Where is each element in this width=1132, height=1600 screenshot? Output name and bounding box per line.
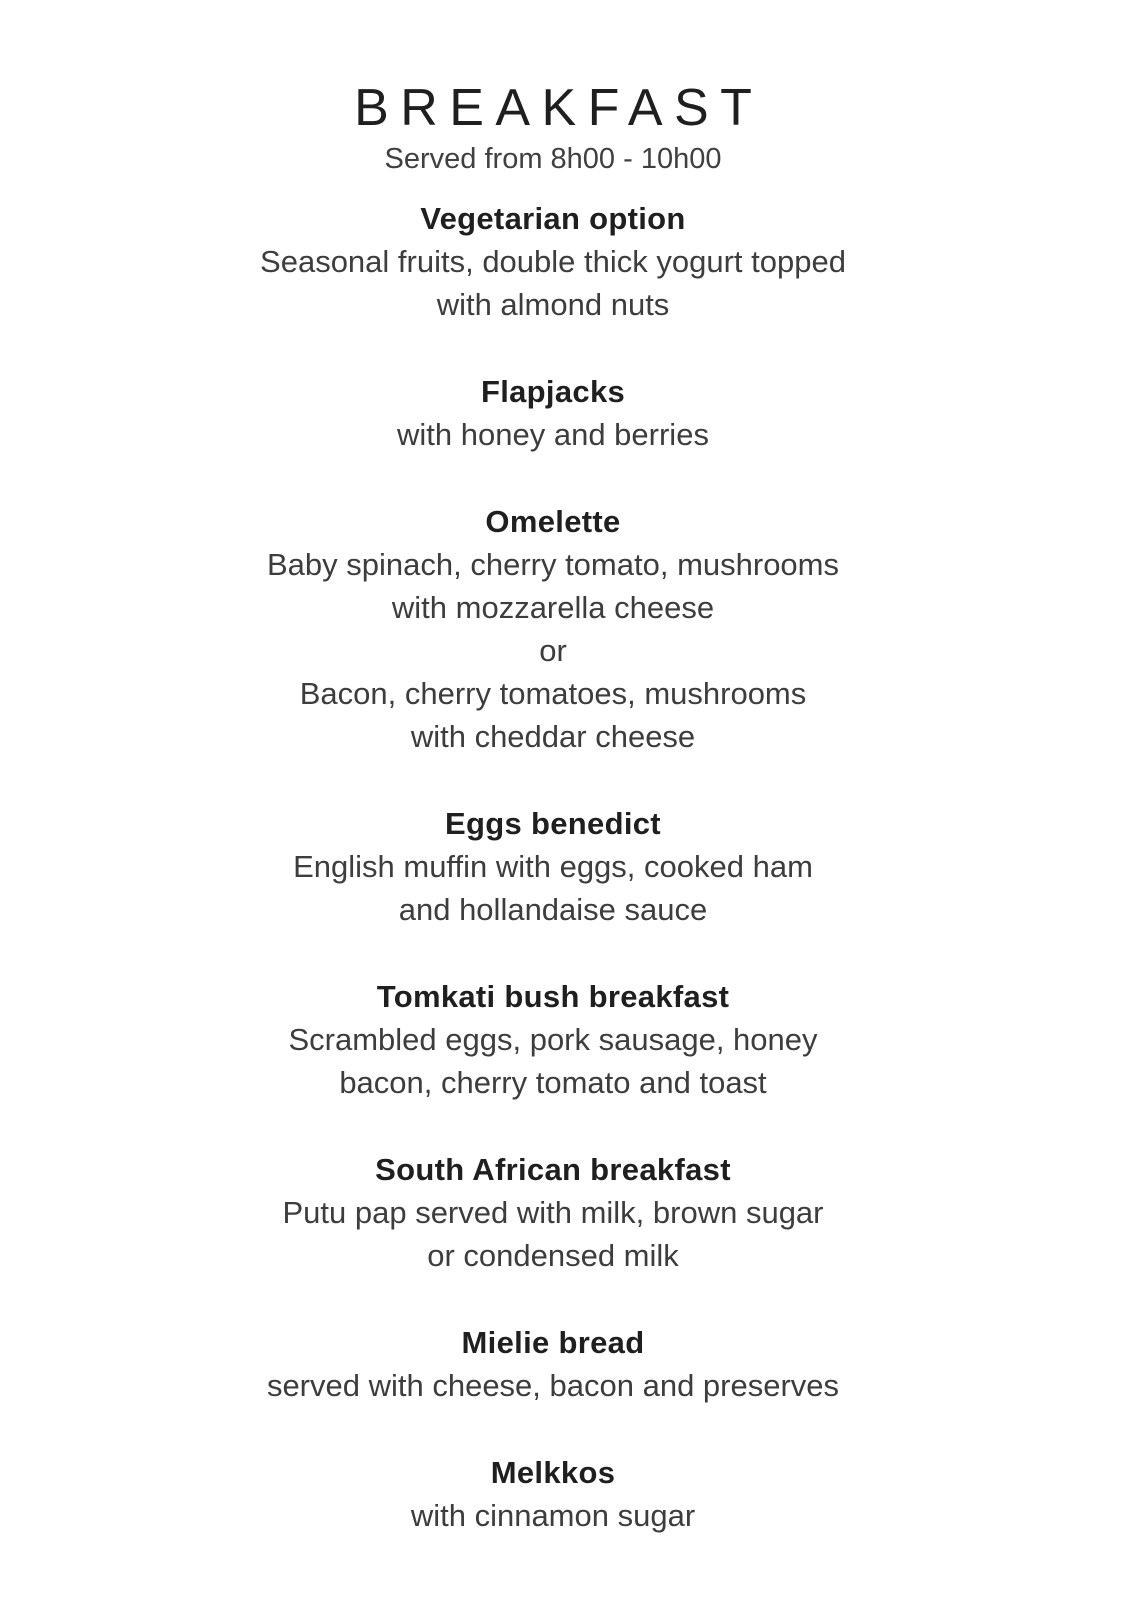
menu-item-south-african-breakfast [0,1148,1119,1277]
menu-item-description-line: with mozzarella cheese [391,590,715,625]
menu-item-name: South African breakfast [375,1152,731,1187]
menu-item-description-line: with cheddar cheese [410,719,696,754]
menu-item-name: Flapjacks [480,374,626,409]
menu-item-description-line: with honey and berries [397,417,709,452]
menu-item-description-line: with almond nuts [436,287,670,322]
menu-item-eggs-benedict [0,802,1119,931]
menu-item-description-line: English muffin with eggs, cooked ham [293,849,813,884]
menu-item-description-line: served with cheese, bacon and preserves [266,1368,840,1403]
menu-item-tomkati-bush-breakfast [0,975,1119,1104]
serving-hours-subtitle: Served from 8h00 - 10h00 [384,143,722,175]
menu-item-flapjacks [0,370,1119,456]
menu-item-description-line: with cinnamon sugar [410,1498,696,1533]
menu-item-description-line: Seasonal fruits, double thick yogurt topped [260,244,846,279]
menu-item-description-line: Scrambled eggs, pork sausage, honey [288,1022,818,1057]
menu-item-name: Vegetarian option [420,201,686,236]
menu-item-name: Mielie bread [461,1325,645,1360]
menu-item-vegetarian-option [0,197,1119,326]
menu-item-description-line: bacon, cherry tomato and toast [339,1065,767,1100]
menu-item-description-line: Putu pap served with milk, brown sugar [282,1195,824,1230]
menu-item-melkkos [0,1451,1119,1537]
menu-item-name: Eggs benedict [445,806,661,841]
menu-item-or-separator: or [539,633,567,668]
menu-item-description-line: and hollandaise sauce [398,892,708,927]
menu-item-name: Omelette [485,504,621,539]
menu-item-name: Melkkos [490,1455,616,1490]
menu-item-name: Tomkati bush breakfast [376,979,730,1014]
menu-item-description-line: Bacon, cherry tomatoes, mushrooms [299,676,807,711]
menu-item-mielie-bread [0,1321,1119,1407]
menu-item-omelette [0,500,1119,758]
menu-item-description-line: or condensed milk [427,1238,679,1273]
page-title: BREAKFAST [354,79,764,137]
menu-item-description-line: Baby spinach, cherry tomato, mushrooms [266,547,840,582]
